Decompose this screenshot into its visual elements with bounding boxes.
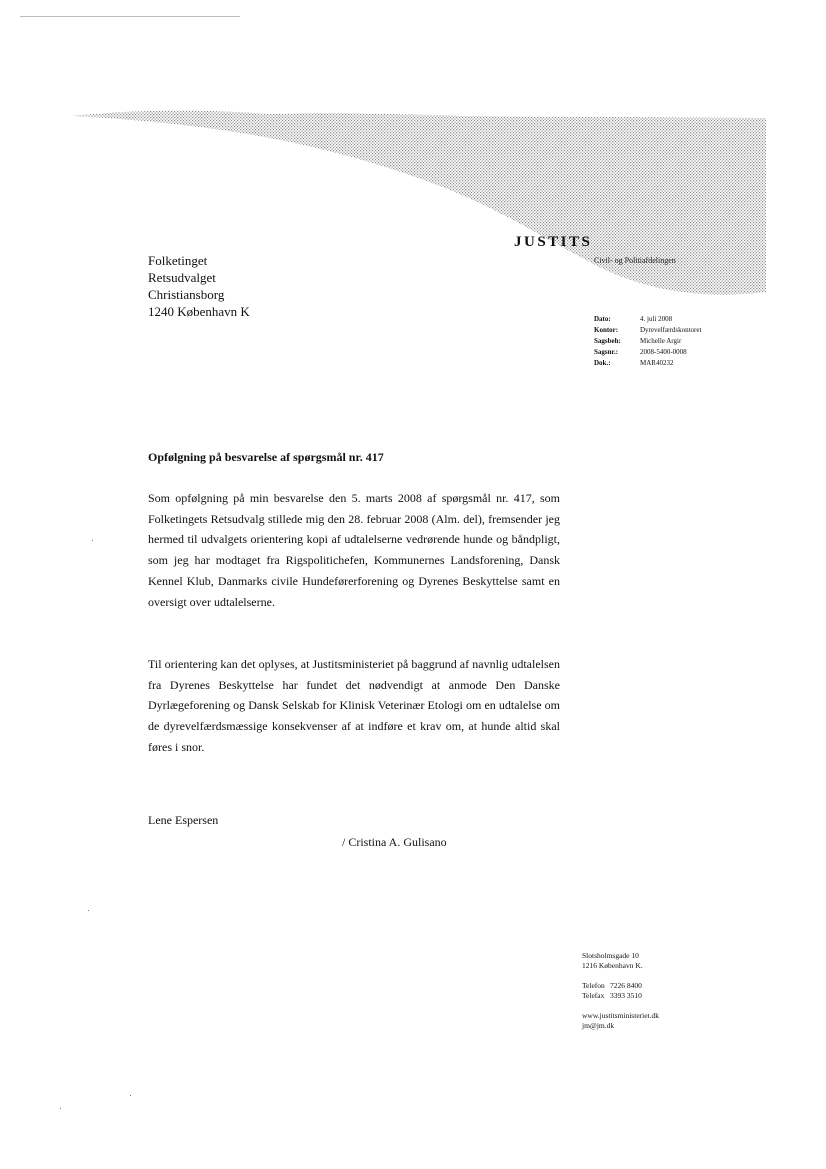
footer-website: www.justitsministeriet.dk — [582, 1011, 660, 1020]
scan-speckle — [130, 1095, 131, 1096]
recipient-line: 1240 København K — [148, 304, 250, 319]
meta-row — [594, 325, 701, 336]
letter-subject: Opfølgning på besvarelse af spørgsmål nr. 417 — [148, 450, 384, 464]
logo-subtitle: Civil- og Politiafdelingen — [594, 256, 676, 265]
letterhead-dotted-band — [0, 0, 826, 320]
footer-email: jm@jm.dk — [582, 1021, 615, 1030]
scan-speckle — [88, 910, 89, 911]
meta-value: Michelle Argir — [640, 337, 682, 345]
meta-row — [594, 314, 701, 325]
body-paragraph: Til orientering kan det oplyses, at Justitsministeriet på baggrund af navnlig udtalelsen fra Dyrenes Beskyttelse har fundet det nødvendigt at anmode Den Danske Dyrlægeforening og Dansk Selskab for Klinisk Veterinær Etologi om en udtalelse om de dyrevelfærdsmæssige konsekvenser af at indføre et krav om, at hunde altid skal føres i snor. — [148, 657, 560, 754]
recipient-line: Retsudvalget — [148, 270, 216, 285]
footer-phone — [582, 981, 659, 991]
logo-wordmark: JUSTITS — [514, 234, 593, 250]
scan-speckle — [92, 540, 93, 541]
fax-label: Telefax — [582, 991, 605, 1000]
meta-value: 4. juli 2008 — [640, 315, 673, 323]
meta-value: MAR40232 — [640, 359, 674, 367]
recipient-address — [148, 252, 250, 320]
phone-number: 7226 8400 — [610, 981, 642, 990]
document-metadata — [594, 314, 701, 369]
scan-speckle — [20, 16, 240, 17]
meta-key: Dato: — [594, 315, 611, 323]
meta-row — [594, 336, 701, 347]
meta-key: Dok.: — [594, 359, 611, 367]
meta-value: 2008-5400-0008 — [640, 348, 687, 356]
body-paragraph: Som opfølgning på min besvarelse den 5. marts 2008 af spørgsmål nr. 417, som Folketingets Retsudvalg stillede mig den 28. februar 2008 (Alm. del), fremsender jeg hermed til udvalgets orientering kopi af udtalelserne vedrørende hunde og båndpligt, som jeg har modtaget fra Rigspolitichefen, Kommunernes Landsforening, Dansk Kennel Klub, Danmarks civile Hundeførerforening og Dyrenes Beskyttelse samt en oversigt over udtalelserne. — [148, 491, 560, 609]
signatory-name: Lene Espersen — [148, 813, 219, 827]
meta-key: Sagsbeh: — [594, 337, 621, 345]
footer-address-line: 1216 København K. — [582, 961, 643, 970]
recipient-line: Folketinget — [148, 253, 208, 268]
meta-key: Kontor: — [594, 326, 619, 334]
meta-row — [594, 358, 701, 369]
phone-label: Telefon — [582, 981, 605, 990]
meta-row — [594, 347, 701, 358]
sender-footer — [582, 951, 659, 1031]
cosignatory-name: / Cristina A. Gulisano — [342, 835, 447, 849]
meta-value: Dyrevelfærdskontoret — [640, 326, 702, 334]
meta-key: Sagsnr.: — [594, 348, 619, 356]
footer-address-line: Slotsholmsgade 10 — [582, 951, 639, 960]
fax-number: 3393 3510 — [610, 991, 642, 1000]
recipient-line: Christiansborg — [148, 287, 225, 302]
footer-fax — [582, 991, 659, 1001]
scan-speckle — [60, 1108, 61, 1109]
